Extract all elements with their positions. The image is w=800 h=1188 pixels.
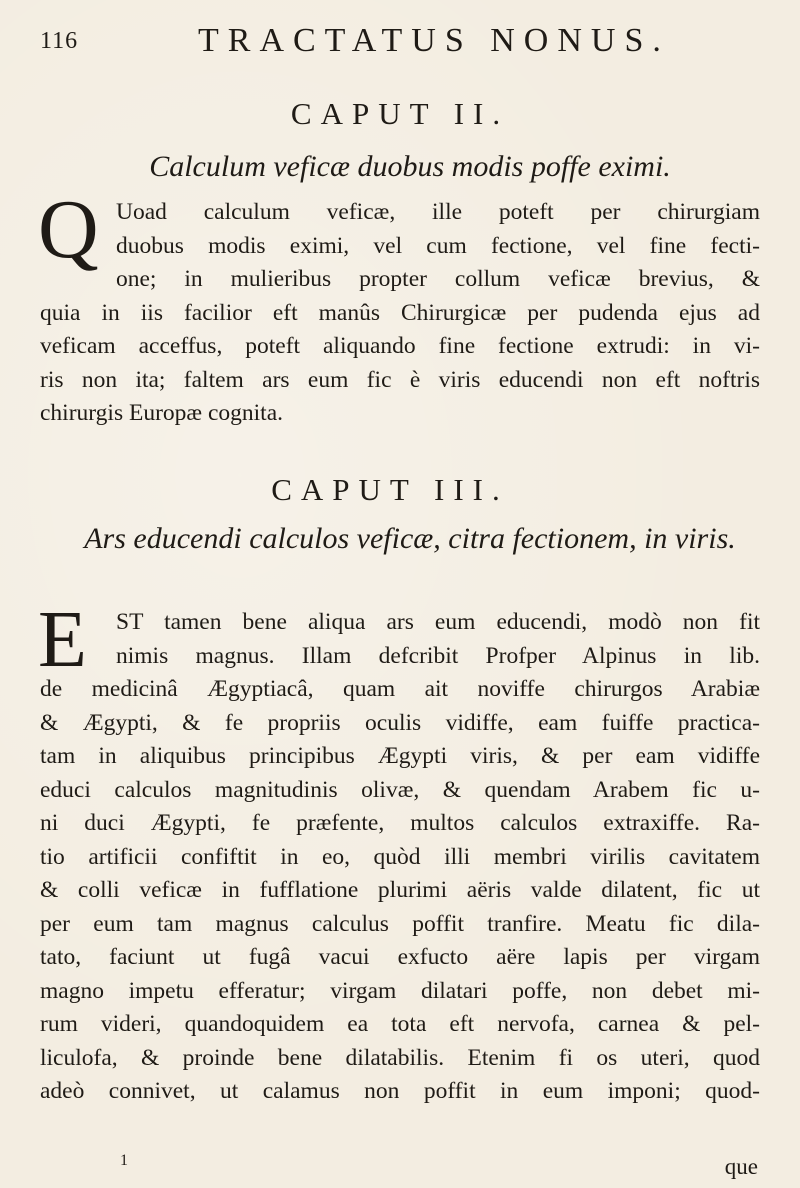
page-footer [40,1152,760,1182]
text-line: liculofa, & proinde bene dilatabilis. Etenim fi os uteri, quod [40,1044,760,1071]
chapter-2-subtitle: Calculum veficæ duobus modis poffe eximi. [149,150,671,183]
text-line: magno impetu efferatur; virgam dilatari poffe, non debet mi- [40,977,760,1004]
chapter-3-heading: CAPUT III. [271,472,509,507]
chapter-2-paragraph [40,196,760,431]
text-line: nimis magnus. Illam defcribit Profper Alpinus in lib. [116,642,760,669]
text-line: rum videri, quandoquidem ea tota eft nervofa, carnea & pel- [40,1011,760,1037]
text-line: educi calculos magnitudinis olivæ, & quendam Arabem fic u- [40,776,760,803]
text-line: tio artificii confiftit in eo, quòd illi membri virilis cavitatem [40,843,760,870]
signature-mark: 1 [120,1152,128,1169]
text-line: chirurgis Europæ cognita. [40,400,284,426]
text-line: de medicinâ Ægyptiacâ, quam ait noviffe chirurgos Arabiæ [40,676,760,702]
chapter-3-paragraph [40,606,760,1109]
text-line: tato, faciunt ut fugâ vacui exfucto aëre lapis per virgam [40,944,760,970]
text-line: veficam acceffus, poteft aliquando fine fectione extrudi: in vi- [40,333,760,359]
text-line: ni duci Ægypti, fe præfente, multos calculos extraxiffe. Ra- [40,810,760,836]
text-line: Uoad calculum veficæ, ille poteft per chirurgiam [116,199,760,225]
text-line: quia in iis facilior eft manûs Chirurgicæ per pudenda ejus ad [40,299,760,326]
page-number: 116 [40,28,79,54]
text-line: & Ægypti, & fe propriis oculis vidiffe, eam fuiffe practica- [40,709,760,736]
text-line: duobus modis eximi, vel cum fectione, vel fine fecti- [116,232,760,259]
chapter-2-heading: CAPUT II. [290,96,510,131]
chapter-3-subtitle: Ars educendi calculos veficæ, citra fectionem, in viris. [84,522,736,555]
text-line: ris non ita; faltem ars eum fic è viris educendi non eft noftris [40,366,760,393]
text-line: & colli veficæ in fufflatione plurimi aëris valde dilatent, fic ut [40,877,760,903]
text-line: tam in aliquibus principibus Ægypti viris, & per eam vidiffe [40,743,760,769]
catchword: que [724,1154,758,1179]
drop-cap-e: E [38,596,87,684]
text-line: adeò connivet, ut calamus non poffit in eum imponi; quod- [40,1078,760,1104]
text-line: ST tamen bene aliqua ars eum educendi, modò non fit [116,609,760,635]
running-head [40,22,780,62]
text-line: one; in mulieribus propter collum veficæ brevius, & [116,266,760,292]
running-title: TRACTATUS NONUS. [198,22,670,59]
drop-cap-q: Q [38,183,99,276]
text-line: per eum tam magnus calculus poffit tranfire. Meatu fic dila- [40,910,760,937]
